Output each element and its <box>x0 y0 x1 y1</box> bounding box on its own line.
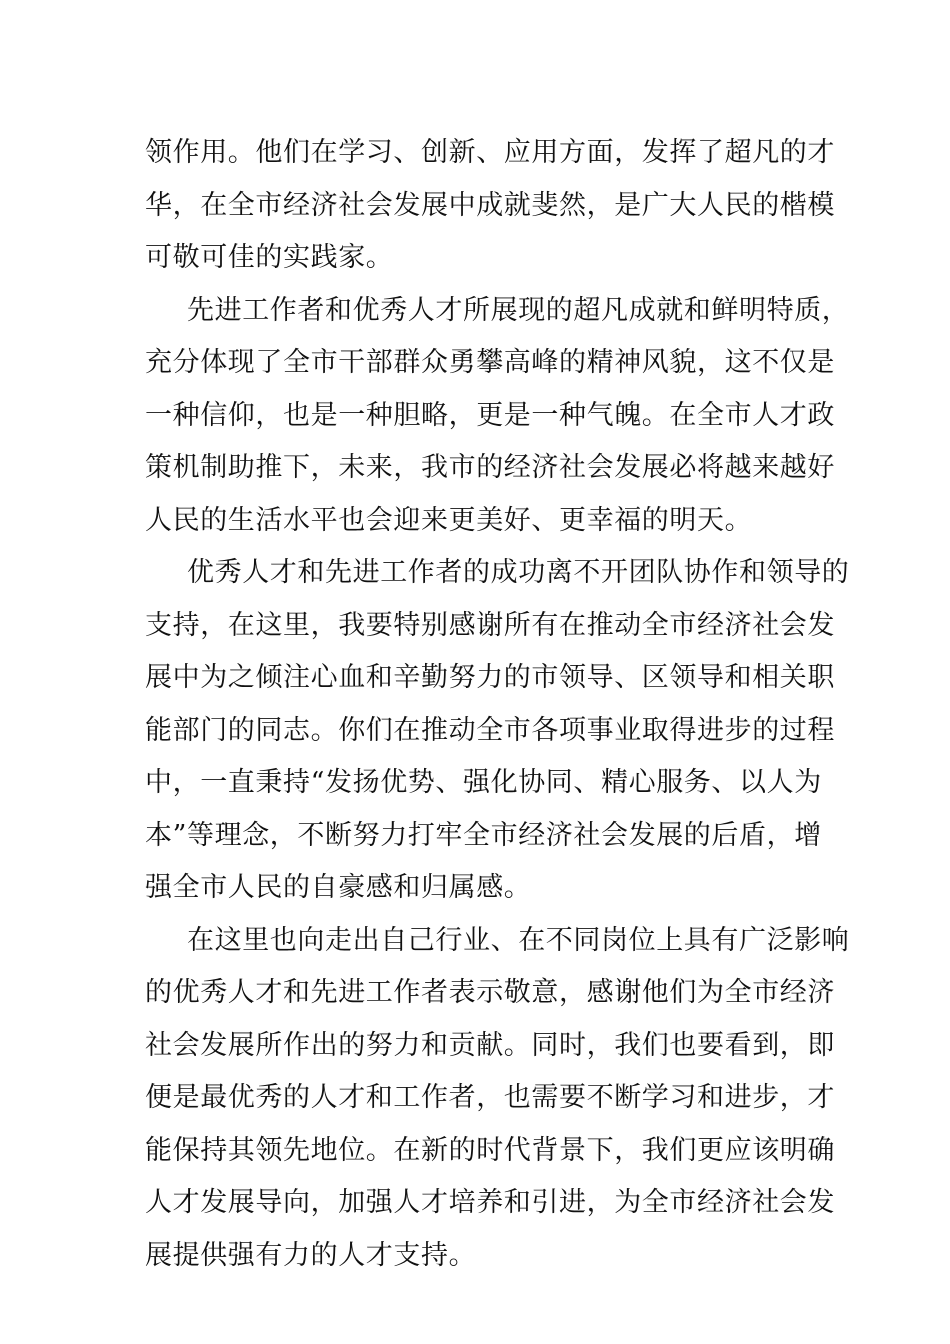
text-line: 一种信仰，也是一种胆略，更是一种气魄。在全市人才政 <box>145 399 835 431</box>
text-line: 领作用。他们在学习、创新、应用方面，发挥了超凡的才 <box>145 137 835 168</box>
paragraph-first-line: 在这里也向走出自己行业、在不同岗位上具有广泛影响 <box>187 924 850 956</box>
text-line: 可敬可佳的实践家。 <box>145 242 394 273</box>
text-line: 便是最优秀的人才和工作者，也需要不断学习和进步，才 <box>145 1082 835 1113</box>
text-line: 的优秀人才和先进工作者表示敬意，感谢他们为全市经济 <box>145 977 835 1008</box>
text-line: 社会发展所作出的努力和贡献。同时，我们也要看到，即 <box>145 1029 835 1061</box>
text-line: 展中为之倾注心血和辛勤努力的市领导、区领导和相关职 <box>145 662 835 693</box>
text-line: 策机制助推下，未来，我市的经济社会发展必将越来越好 <box>145 452 835 483</box>
text-line: 支持，在这里，我要特别感谢所有在推动全市经济社会发 <box>145 609 835 641</box>
text-line: 能保持其领先地位。在新的时代背景下，我们更应该明确 <box>145 1134 835 1166</box>
document-body <box>145 127 850 1282</box>
text-line: 展提供强有力的人才支持。 <box>145 1239 477 1271</box>
text-line: 本”等理念，不断努力打牢全市经济社会发展的后盾，增 <box>145 819 822 851</box>
text-line: 强全市人民的自豪感和归属感。 <box>145 872 532 903</box>
text-line: 能部门的同志。你们在推动全市各项事业取得进步的过程 <box>145 714 835 746</box>
paragraph-first-line: 优秀人才和先进工作者的成功离不开团队协作和领导的 <box>187 557 850 588</box>
text-line: 人民的生活水平也会迎来更美好、更幸福的明天。 <box>145 504 753 536</box>
text-line: 中，一直秉持“发扬优势、强化协同、精心服务、以人为 <box>145 767 822 798</box>
text-line: 华，在全市经济社会发展中成就斐然，是广大人民的楷模 <box>145 189 835 221</box>
text-line: 充分体现了全市干部群众勇攀高峰的精神风貌，这不仅是 <box>145 347 835 378</box>
paragraph-first-line: 先进工作者和优秀人才所展现的超凡成就和鲜明特质， <box>187 294 850 326</box>
text-line: 人才发展导向，加强人才培养和引进，为全市经济社会发 <box>145 1187 835 1218</box>
